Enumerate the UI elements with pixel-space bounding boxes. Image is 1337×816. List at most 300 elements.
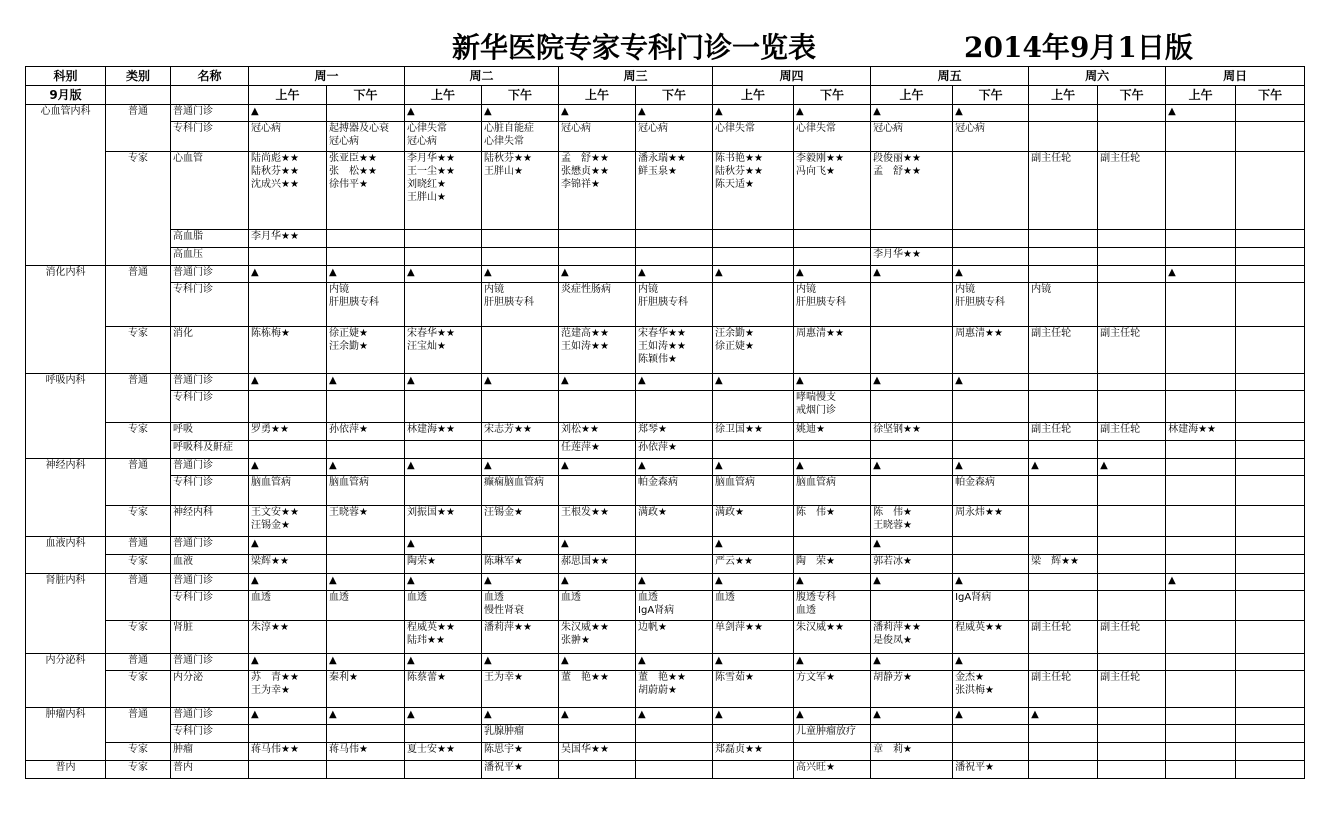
schedule-cell-am — [1029, 105, 1098, 122]
schedule-cell-am — [1166, 152, 1236, 230]
schedule-cell-pm: ▲ — [953, 459, 1029, 476]
schedule-cell-pm: ▲ — [327, 574, 405, 591]
table-row — [26, 266, 1305, 283]
schedule-cell-am: ▲ — [405, 537, 482, 555]
table-row — [26, 441, 1305, 459]
category-cell: 专家 — [106, 506, 171, 537]
schedule-cell-am — [871, 725, 953, 743]
schedule-cell-am — [1029, 391, 1098, 423]
schedule-cell-am: ▲ — [559, 574, 636, 591]
schedule-cell-am: ▲ — [713, 266, 794, 283]
schedule-cell-am — [249, 248, 327, 266]
category-cell: 专家 — [106, 555, 171, 574]
category-cell: 专家 — [106, 761, 171, 779]
schedule-cell-pm: 起搏器及心衰 冠心病 — [327, 122, 405, 152]
schedule-cell-am — [1166, 708, 1236, 725]
schedule-cell-am: ▲ — [713, 537, 794, 555]
schedule-cell-am: ▲ — [405, 374, 482, 391]
schedule-cell-am: 罗勇★★ — [249, 423, 327, 441]
schedule-cell-am: 副主任轮 — [1029, 671, 1098, 708]
header-pm: 下午 — [1098, 86, 1166, 105]
schedule-cell-am: ▲ — [249, 266, 327, 283]
schedule-cell-am — [405, 248, 482, 266]
schedule-cell-pm: 血透 慢性肾衰 — [482, 591, 559, 621]
schedule-cell-pm: 宋春华★★ 王如涛★★ 陈颖伟★ — [636, 327, 713, 374]
schedule-cell-pm: 蒋马伟★ — [327, 743, 405, 761]
schedule-cell-am — [559, 476, 636, 506]
clinic-name-cell: 普通门诊 — [171, 459, 249, 476]
schedule-cell-am: ▲ — [871, 459, 953, 476]
clinic-name-cell: 肿瘤 — [171, 743, 249, 761]
schedule-cell-am: 吴国华★★ — [559, 743, 636, 761]
schedule-cell-am — [1029, 743, 1098, 761]
schedule-cell-pm — [1236, 152, 1305, 230]
schedule-cell-am — [1166, 283, 1236, 327]
schedule-cell-pm — [1236, 122, 1305, 152]
schedule-cell-am: 李月华★★ — [249, 230, 327, 248]
schedule-cell-am — [1166, 476, 1236, 506]
schedule-cell-pm — [1098, 105, 1166, 122]
schedule-cell-pm: 脑血管病 — [794, 476, 871, 506]
schedule-cell-pm: 内镜 肝胆胰专科 — [327, 283, 405, 327]
schedule-cell-am: ▲ — [871, 537, 953, 555]
schedule-cell-pm: 朱汉威★★ — [794, 621, 871, 654]
schedule-cell-am — [1166, 761, 1236, 779]
department-cell: 肿瘤内科 — [26, 708, 106, 761]
schedule-cell-pm — [1236, 266, 1305, 283]
schedule-cell-am: 王根发★★ — [559, 506, 636, 537]
schedule-cell-am — [1166, 374, 1236, 391]
schedule-cell-pm — [953, 537, 1029, 555]
schedule-cell-pm — [1098, 374, 1166, 391]
schedule-cell-am: 蒋马伟★★ — [249, 743, 327, 761]
schedule-cell-pm — [1098, 476, 1166, 506]
header-pm: 下午 — [1236, 86, 1305, 105]
page-title: 新华医院专家专科门诊一览表 — [452, 31, 817, 64]
schedule-cell-am: ▲ — [713, 459, 794, 476]
header-am: 上午 — [249, 86, 327, 105]
header-am: 上午 — [713, 86, 794, 105]
schedule-cell-pm — [636, 248, 713, 266]
schedule-cell-pm — [1098, 537, 1166, 555]
schedule-cell-pm — [1098, 574, 1166, 591]
schedule-cell-pm — [327, 555, 405, 574]
clinic-name-cell: 血液 — [171, 555, 249, 574]
schedule-cell-pm — [794, 248, 871, 266]
schedule-cell-am — [1029, 761, 1098, 779]
schedule-cell-pm: ▲ — [636, 574, 713, 591]
header-month-version: 9月版 — [26, 86, 106, 105]
schedule-cell-am — [249, 391, 327, 423]
schedule-cell-pm: 董 艳★★ 胡蔚蔚★ — [636, 671, 713, 708]
schedule-cell-pm — [636, 537, 713, 555]
schedule-cell-am: ▲ — [871, 374, 953, 391]
schedule-cell-pm: IgA肾病 — [953, 591, 1029, 621]
table-row — [26, 506, 1305, 537]
schedule-cell-am: ▲ — [871, 708, 953, 725]
schedule-cell-pm: 冠心病 — [636, 122, 713, 152]
schedule-cell-pm: 秦利★ — [327, 671, 405, 708]
header-day: 周日 — [1166, 67, 1305, 86]
schedule-cell-pm: ▲ — [953, 574, 1029, 591]
department-cell: 肾脏内科 — [26, 574, 106, 654]
header-pm: 下午 — [327, 86, 405, 105]
schedule-cell-am — [405, 283, 482, 327]
clinic-name-cell: 专科门诊 — [171, 122, 249, 152]
schedule-cell-am: ▲ — [1029, 708, 1098, 725]
schedule-cell-pm: 腹透专科 血透 — [794, 591, 871, 621]
schedule-cell-pm: 血透 — [327, 591, 405, 621]
schedule-cell-pm — [1098, 708, 1166, 725]
schedule-cell-pm — [1236, 476, 1305, 506]
schedule-cell-pm: ▲ — [953, 374, 1029, 391]
category-cell: 专家 — [106, 671, 171, 708]
schedule-cell-am: 潘莉萍★★ 是俊凤★ — [871, 621, 953, 654]
schedule-cell-am: ▲ — [249, 537, 327, 555]
clinic-name-cell: 普内 — [171, 761, 249, 779]
schedule-cell-am — [1029, 476, 1098, 506]
schedule-cell-am: 刘松★★ — [559, 423, 636, 441]
schedule-cell-pm: 心脏自能症 心律失常 — [482, 122, 559, 152]
department-cell: 普内 — [26, 761, 106, 779]
schedule-cell-pm — [1236, 621, 1305, 654]
schedule-cell-pm — [1098, 743, 1166, 761]
schedule-cell-pm: ▲ — [636, 266, 713, 283]
schedule-cell-am — [405, 391, 482, 423]
schedule-cell-am: 陶荣★ — [405, 555, 482, 574]
schedule-cell-am: 宋春华★★ 汪宝灿★ — [405, 327, 482, 374]
schedule-cell-pm — [953, 230, 1029, 248]
schedule-cell-am — [1166, 654, 1236, 671]
table-row — [26, 708, 1305, 725]
clinic-name-cell: 高血压 — [171, 248, 249, 266]
schedule-cell-pm: 姚迪★ — [794, 423, 871, 441]
schedule-cell-am — [1029, 654, 1098, 671]
clinic-name-cell: 肾脏 — [171, 621, 249, 654]
schedule-cell-am: ▲ — [559, 266, 636, 283]
department-cell: 神经内科 — [26, 459, 106, 537]
schedule-cell-pm: 陆秋芬★★ 王胖山★ — [482, 152, 559, 230]
schedule-cell-am — [1166, 506, 1236, 537]
schedule-cell-am — [871, 230, 953, 248]
clinic-name-cell: 呼吸 — [171, 423, 249, 441]
schedule-cell-pm: 心律失常 — [794, 122, 871, 152]
table-row — [26, 391, 1305, 423]
schedule-cell-am: 任莲萍★ — [559, 441, 636, 459]
schedule-cell-am — [249, 441, 327, 459]
schedule-cell-am — [1166, 122, 1236, 152]
schedule-cell-pm — [636, 555, 713, 574]
schedule-cell-am — [1029, 537, 1098, 555]
schedule-cell-pm: 副主任轮 — [1098, 423, 1166, 441]
header-day: 周二 — [405, 67, 559, 86]
schedule-cell-am: ▲ — [559, 654, 636, 671]
schedule-cell-pm: 儿童肿瘤放疗 — [794, 725, 871, 743]
schedule-cell-am — [559, 391, 636, 423]
category-cell: 专家 — [106, 743, 171, 761]
schedule-cell-am — [405, 476, 482, 506]
schedule-cell-pm — [953, 441, 1029, 459]
schedule-cell-pm: 王为幸★ — [482, 671, 559, 708]
schedule-cell-pm — [327, 105, 405, 122]
schedule-cell-pm — [1236, 105, 1305, 122]
category-cell: 普通 — [106, 459, 171, 506]
schedule-cell-pm: 周惠清★★ — [794, 327, 871, 374]
schedule-cell-pm — [327, 441, 405, 459]
schedule-cell-am: 血透 — [249, 591, 327, 621]
schedule-cell-am: ▲ — [559, 537, 636, 555]
schedule-cell-pm: ▲ — [636, 654, 713, 671]
schedule-cell-pm: 副主任轮 — [1098, 327, 1166, 374]
schedule-cell-pm: 宋志芳★★ — [482, 423, 559, 441]
schedule-cell-am: 冠心病 — [559, 122, 636, 152]
schedule-cell-pm — [1098, 266, 1166, 283]
schedule-cell-am — [871, 441, 953, 459]
schedule-cell-pm — [1236, 555, 1305, 574]
schedule-cell-am — [1166, 555, 1236, 574]
table-row — [26, 122, 1305, 152]
schedule-cell-pm — [1236, 537, 1305, 555]
table-row — [26, 374, 1305, 391]
schedule-cell-am: 血透 — [713, 591, 794, 621]
schedule-cell-am — [1029, 374, 1098, 391]
schedule-cell-am: 徐卫国★★ — [713, 423, 794, 441]
schedule-cell-am: ▲ — [559, 459, 636, 476]
category-cell: 普通 — [106, 537, 171, 555]
schedule-cell-am — [1029, 506, 1098, 537]
schedule-cell-am — [1166, 621, 1236, 654]
schedule-cell-am: 林建海★★ — [1166, 423, 1236, 441]
schedule-cell-am: 胡静芳★ — [871, 671, 953, 708]
schedule-cell-am: 林建海★★ — [405, 423, 482, 441]
schedule-cell-am — [405, 441, 482, 459]
schedule-cell-am — [1166, 743, 1236, 761]
schedule-cell-am: ▲ — [713, 374, 794, 391]
schedule-cell-am: 严云★★ — [713, 555, 794, 574]
header-row-days — [26, 67, 1305, 86]
schedule-cell-am: ▲ — [559, 105, 636, 122]
schedule-cell-pm: 方文军★ — [794, 671, 871, 708]
clinic-name-cell: 高血脂 — [171, 230, 249, 248]
schedule-cell-pm — [1098, 441, 1166, 459]
schedule-cell-am: 陈栋梅★ — [249, 327, 327, 374]
schedule-cell-am: ▲ — [871, 105, 953, 122]
header-pm: 下午 — [636, 86, 713, 105]
schedule-cell-pm — [327, 391, 405, 423]
schedule-cell-am: 副主任轮 — [1029, 423, 1098, 441]
schedule-cell-pm: 陈 伟★ — [794, 506, 871, 537]
clinic-name-cell: 普通门诊 — [171, 708, 249, 725]
schedule-cell-am: 朱汉威★★ 张翀★ — [559, 621, 636, 654]
schedule-cell-pm — [953, 743, 1029, 761]
schedule-cell-pm: 内镜 肝胆胰专科 — [794, 283, 871, 327]
table-row — [26, 671, 1305, 708]
schedule-cell-pm — [1236, 230, 1305, 248]
schedule-cell-am — [713, 248, 794, 266]
schedule-cell-pm: ▲ — [482, 574, 559, 591]
schedule-cell-pm — [953, 423, 1029, 441]
schedule-cell-am: 郭若冰★ — [871, 555, 953, 574]
schedule-cell-am: 血透 — [405, 591, 482, 621]
schedule-cell-pm: ▲ — [482, 105, 559, 122]
schedule-cell-am: ▲ — [1029, 459, 1098, 476]
schedule-cell-pm: 脑血管病 — [327, 476, 405, 506]
schedule-cell-pm: ▲ — [482, 374, 559, 391]
schedule-cell-am — [871, 591, 953, 621]
table-row — [26, 248, 1305, 266]
schedule-cell-pm — [1098, 122, 1166, 152]
schedule-cell-pm: ▲ — [482, 266, 559, 283]
table-row — [26, 105, 1305, 122]
schedule-cell-pm: 郑琴★ — [636, 423, 713, 441]
header-am: 上午 — [1029, 86, 1098, 105]
schedule-cell-am — [1166, 391, 1236, 423]
schedule-cell-pm: ▲ — [327, 374, 405, 391]
clinic-name-cell: 神经内科 — [171, 506, 249, 537]
schedule-cell-pm — [327, 537, 405, 555]
schedule-cell-pm — [1236, 506, 1305, 537]
schedule-cell-am — [559, 725, 636, 743]
schedule-cell-pm — [636, 725, 713, 743]
clinic-name-cell: 专科门诊 — [171, 591, 249, 621]
schedule-cell-pm: ▲ — [327, 459, 405, 476]
schedule-cell-am: 心律失常 — [713, 122, 794, 152]
schedule-cell-pm: ▲ — [482, 459, 559, 476]
table-row — [26, 459, 1305, 476]
schedule-cell-pm — [482, 441, 559, 459]
department-cell: 呼吸内科 — [26, 374, 106, 459]
header-dept: 科别 — [26, 67, 106, 86]
schedule-cell-pm — [327, 230, 405, 248]
schedule-cell-am: 副主任轮 — [1029, 152, 1098, 230]
schedule-cell-pm — [482, 391, 559, 423]
schedule-cell-am: 朱淳★★ — [249, 621, 327, 654]
schedule-cell-pm: ▲ — [636, 105, 713, 122]
schedule-cell-pm — [953, 152, 1029, 230]
schedule-cell-pm — [1236, 391, 1305, 423]
schedule-cell-am — [1166, 459, 1236, 476]
schedule-cell-am: 炎症性肠病 — [559, 283, 636, 327]
schedule-cell-am — [1166, 441, 1236, 459]
schedule-cell-am — [249, 761, 327, 779]
table-body — [26, 105, 1305, 779]
schedule-cell-am: 脑血管病 — [249, 476, 327, 506]
schedule-cell-pm — [953, 391, 1029, 423]
schedule-cell-am — [1166, 327, 1236, 374]
schedule-cell-pm: 帕金森病 — [953, 476, 1029, 506]
schedule-cell-pm — [1236, 591, 1305, 621]
clinic-name-cell: 专科门诊 — [171, 476, 249, 506]
header-pm: 下午 — [794, 86, 871, 105]
schedule-cell-pm: 潘永瑞★★ 鲜玉泉★ — [636, 152, 713, 230]
schedule-cell-am — [1166, 230, 1236, 248]
table-row — [26, 152, 1305, 230]
schedule-cell-am — [1166, 725, 1236, 743]
table-row — [26, 621, 1305, 654]
schedule-cell-am: 刘振国★★ — [405, 506, 482, 537]
schedule-cell-pm: 满政★ — [636, 506, 713, 537]
schedule-cell-pm: ▲ — [636, 708, 713, 725]
schedule-cell-pm — [327, 248, 405, 266]
header-day: 周五 — [871, 67, 1029, 86]
schedule-cell-am: 王文安★★ 汪锡金★ — [249, 506, 327, 537]
schedule-cell-pm — [1236, 725, 1305, 743]
schedule-cell-pm: 内镜 肝胆胰专科 — [953, 283, 1029, 327]
schedule-cell-pm — [1236, 743, 1305, 761]
schedule-cell-am — [1166, 591, 1236, 621]
table-row — [26, 725, 1305, 743]
schedule-cell-am — [1029, 122, 1098, 152]
schedule-cell-pm: 血透 IgA肾病 — [636, 591, 713, 621]
schedule-cell-pm: ▲ — [482, 654, 559, 671]
schedule-cell-pm — [1098, 654, 1166, 671]
schedule-cell-pm: ▲ — [327, 708, 405, 725]
table-row — [26, 555, 1305, 574]
schedule-cell-am: ▲ — [713, 708, 794, 725]
schedule-cell-am: ▲ — [405, 574, 482, 591]
schedule-cell-am: ▲ — [405, 266, 482, 283]
schedule-cell-am — [871, 327, 953, 374]
category-cell: 普通 — [106, 708, 171, 743]
schedule-cell-pm — [1236, 654, 1305, 671]
category-cell: 专家 — [106, 621, 171, 654]
category-cell: 普通 — [106, 374, 171, 423]
schedule-cell-am — [1029, 725, 1098, 743]
clinic-name-cell: 心血管 — [171, 152, 249, 230]
schedule-cell-am: ▲ — [249, 459, 327, 476]
schedule-cell-am: 脑血管病 — [713, 476, 794, 506]
schedule-cell-pm: 副主任轮 — [1098, 152, 1166, 230]
header-pm: 下午 — [953, 86, 1029, 105]
schedule-cell-am — [871, 761, 953, 779]
schedule-cell-am: ▲ — [249, 105, 327, 122]
schedule-cell-am: ▲ — [871, 654, 953, 671]
schedule-cell-pm — [1098, 248, 1166, 266]
clinic-name-cell: 专科门诊 — [171, 283, 249, 327]
schedule-cell-am — [559, 761, 636, 779]
table-row — [26, 327, 1305, 374]
header-am: 上午 — [559, 86, 636, 105]
schedule-cell-am — [405, 761, 482, 779]
schedule-cell-pm: 李毅刚★★ 冯向飞★ — [794, 152, 871, 230]
schedule-cell-am: ▲ — [249, 374, 327, 391]
schedule-cell-pm — [1236, 761, 1305, 779]
schedule-cell-pm — [1236, 441, 1305, 459]
schedule-cell-am: 陈 伟★ 王晓蓉★ — [871, 506, 953, 537]
schedule-cell-am: 陈书艳★★ 陆秋芬★★ 陈天适★ — [713, 152, 794, 230]
schedule-cell-pm — [327, 725, 405, 743]
schedule-cell-am — [871, 476, 953, 506]
schedule-cell-pm — [1236, 574, 1305, 591]
schedule-cell-am — [559, 248, 636, 266]
schedule-cell-am: ▲ — [713, 105, 794, 122]
clinic-name-cell: 普通门诊 — [171, 654, 249, 671]
schedule-cell-am: 程威英★★ 陆玮★★ — [405, 621, 482, 654]
schedule-cell-am: 陈蔡蕾★ — [405, 671, 482, 708]
schedule-cell-pm: 孙依萍★ — [636, 441, 713, 459]
schedule-cell-pm: ▲ — [953, 266, 1029, 283]
schedule-cell-pm: 副主任轮 — [1098, 671, 1166, 708]
schedule-cell-am: 血透 — [559, 591, 636, 621]
schedule-cell-am: 梁 辉★★ — [1029, 555, 1098, 574]
schedule-cell-am: ▲ — [1166, 105, 1236, 122]
department-cell: 内分泌科 — [26, 654, 106, 708]
schedule-cell-am — [713, 725, 794, 743]
category-cell: 专家 — [106, 327, 171, 374]
schedule-cell-pm — [1236, 248, 1305, 266]
schedule-cell-am: ▲ — [871, 574, 953, 591]
category-cell: 普通 — [106, 266, 171, 327]
